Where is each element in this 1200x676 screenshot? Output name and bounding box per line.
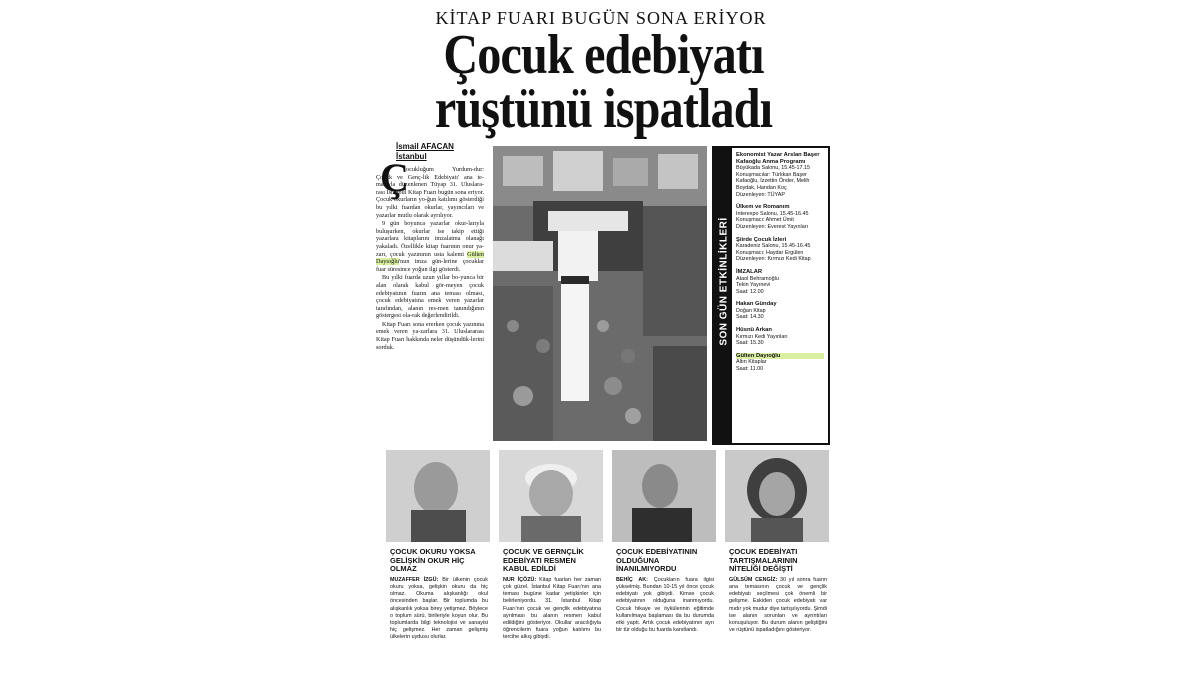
column-4 (725, 450, 829, 672)
event-detail: Konuşmacılar: Türkkan Başer Kafaoğlu, İzzettin Önder, Melih Boydak, Handan Koç (736, 171, 810, 191)
events-tab (714, 148, 732, 443)
event-item (736, 204, 824, 230)
column-quote: 30 yıl sonra fuarın ana temasının çocuk ve gençlik edebiyatı seçilmesi çok önemli bir gelişme. Eskiden çocuk edebiyatı var mıdır yok mudur diye tartışılıyordu. Şimdi ise alanın sorunları ve ayrıntıları konuşuluyor. Bu durum alanın geliştiğini ve rüştünü ispatladığını gösteriyor. (729, 576, 827, 634)
event-detail: Düzenleyen: Kırmızı Kedi Kitap (736, 256, 811, 263)
column-quote: Çocukların fuara ilgisi yükselmiş. Bundan 10-15 yıl önce çocuk edebiyatı yok gibiydi. Kimse çocuk edebiyatının olduğuna inanmıyordu. Çocuk hikaye ve öykülerinin eğitimde kullanılmaya başlaması da bu durumda etki yaptı. Artık çocuk edebiyatının ayrı bir tür olduğu bu fuarda kanıtlandı. (616, 576, 714, 634)
events-box (712, 146, 830, 445)
drop-cap: Ç (380, 155, 409, 200)
portrait-photo (499, 450, 603, 542)
event-detail: Interexpo Salonu, 15.45-16.45 (736, 210, 809, 217)
column-author: GÜLSÜM CENGİZ: (729, 576, 778, 583)
event-item (736, 269, 824, 295)
column-heading: ÇOCUK OKURU YOKSA GELİŞKİN OKUR HİÇ OLMAZ (390, 547, 476, 574)
column-2 (499, 450, 603, 672)
article-paragraph-3: Bu yılki fuarda uzun yıllar bo-yunca bir alan olarak kabul gör-meyen çocuk edebiyatının fuarın ana teması olması, çocuk edebiyatına emek veren yazarlar tarafından, alanın res-men tanındığının göstergesi ola-rak değerlendirildi. (376, 274, 484, 320)
event-item (736, 301, 824, 321)
event-detail: Düzenleyen: TÜYAP (736, 191, 785, 198)
book-fair-photo (493, 146, 707, 441)
column-text (390, 577, 488, 642)
event-detail: Altın Kitaplar (736, 359, 767, 366)
article-body (376, 166, 484, 352)
event-detail: Karadeniz Salonu, 15.45-16.45 (736, 243, 811, 250)
event-detail: Tekin Yayınevi (736, 282, 771, 289)
portrait-photo (386, 450, 490, 542)
column-author: NUR İÇÖZÜ: (503, 576, 537, 583)
event-detail: Saat: 12.00 (736, 288, 764, 295)
column-3 (612, 450, 716, 672)
headline (408, 24, 799, 140)
event-detail: Kırmızı Kedi Yayınları (736, 333, 788, 340)
event-detail: Konuşmacı: Haydar Ergülen (736, 249, 804, 256)
article-paragraph-1: ocukluğum Yurdum-dur: Çocuk ve Genç-lik Edebiyatı' ana te-masıyla düzenlenen Tüyap 31. Uluslara-rası İstanbul Kitap Fuarı bugün sona eriyor. Çocuk okurların yo-ğun katılımı gösterdiği bu yılki fuardan okurlar, yayıncıları ve yazarlar mutlu olarak ayrılıyor. (376, 166, 484, 219)
column-quote: Kitap fuarları her zaman çok güzel. İstanbul Kitap Fuarı'nın ana teması bugüne kadar yetişkinler için belirleniyordu. 31. İstanbul Kitap Fuarı'nın çocuk ve gençlik edebiyatına ayrılması bu alanın resmen kabul edildiğini gösteriyor. Okullar aracılığıyla öğrencilerin fuara yoğun katılımı bu tercihe alkış gibiydi. (503, 576, 602, 641)
events-list (736, 152, 824, 379)
event-item (736, 353, 824, 373)
column-author: MUZAFFER İZGÜ: (390, 576, 439, 583)
article-paragraph-4: Kitap Fuarı sona ererken çocuk yazınına emek veren ya-zarlara 31. Uluslararası Kitap Fuarı hakkında neler düşündük-lerini sorduk. (376, 320, 484, 351)
event-title: Ülkem ve Romanım (736, 204, 790, 211)
event-item (736, 237, 824, 263)
event-item (736, 152, 824, 198)
event-detail: Doğan Kitap (736, 307, 766, 314)
event-title: İMZALAR (736, 268, 763, 275)
event-detail: Konuşmacı: Ahmet Ümit (736, 217, 794, 224)
book-fair-crowd-image (493, 146, 707, 441)
article-paragraph-2-tail: 'nun imza gün-lerine çocuklar fuar süresince yoğun ilgi gösterdi. (376, 258, 484, 273)
portrait-photo (725, 450, 829, 542)
event-detail: Büyükada Salonu, 15.45-17.15 (736, 165, 811, 172)
event-detail: Saat: 14.30 (736, 314, 764, 321)
event-title: Şiirde Çocuk İzleri (736, 236, 787, 243)
article-paragraph-2-text: 9 gün boyunca yazarlar okur-larıyla buluşurken, okurlar ise takip ettiği yazarlara kitaplarını imzalatma olanağı yakaladı. Özellikle kitap fuarının onur ya-zarı, çocuk yazınının usta kalemi (376, 220, 484, 258)
column-heading: ÇOCUK VE GERNÇLİK EDEBİYATI RESMEN KABUL EDİLDİ (503, 547, 584, 574)
column-1 (386, 450, 490, 672)
portrait-photo (612, 450, 716, 542)
article-paragraph-2 (376, 220, 484, 273)
column-text (729, 577, 827, 635)
event-title: Hakan Günday (736, 301, 777, 308)
headline-line-1: Çocuk edebiyatı (443, 24, 764, 86)
event-detail: Ataol Behramoğlu (736, 275, 779, 282)
highlighted-name: Gülten Dayıoğlu (376, 250, 484, 266)
event-item (736, 327, 824, 347)
newspaper-page (366, 0, 836, 676)
column-text (616, 577, 714, 635)
event-detail: Saat: 11.00 (736, 366, 764, 373)
column-quote: Bir ülkenin çocuk okuru yoksa, gelişkin okuru da hiç olmaz. Okuma alışkanlığı okul öncesinden başlar. Bir toplumda bu alışkanlık yoksa birey yetişmez. Böylece o toplum sürü, birileriyle koyun olur. Bu toplumlarda bilgi teknolojisi ve sanayisi hiç gelişmez. Her zaman gelişmiş ülkelerin uydusu olurlar. (390, 576, 488, 641)
headline-line-2: rüştünü ispatladı (434, 78, 773, 140)
event-title: Ekonomist Yazar Arslan Başer Kafaoğlu Anma Programı (736, 152, 820, 165)
column-heading: ÇOCUK EDEBİYATI TARTIŞMALARININ NİTELİĞİ DEĞİŞTİ (729, 547, 798, 574)
event-title: Gülten Dayıoğlu (736, 353, 824, 360)
column-heading: ÇOCUK EDEBİYATININ OLDUĞUNA İNANILMIYORDU (616, 547, 698, 574)
event-detail: Düzenleyen: Everest Yayınları (736, 223, 809, 230)
column-text (503, 577, 601, 642)
byline-author: İsmail AFACAN (396, 142, 454, 151)
event-detail: Saat: 15.30 (736, 340, 764, 347)
events-tab-label: SON GÜN ETKİNLİKLERİ (718, 217, 730, 346)
kicker: KİTAP FUARI BUGÜN SONA ERİYOR (435, 8, 767, 28)
event-title: Hüsnü Arkan (736, 327, 772, 334)
byline-place: İstanbul (396, 152, 427, 161)
column-author: BEHİÇ AK: (616, 576, 648, 583)
